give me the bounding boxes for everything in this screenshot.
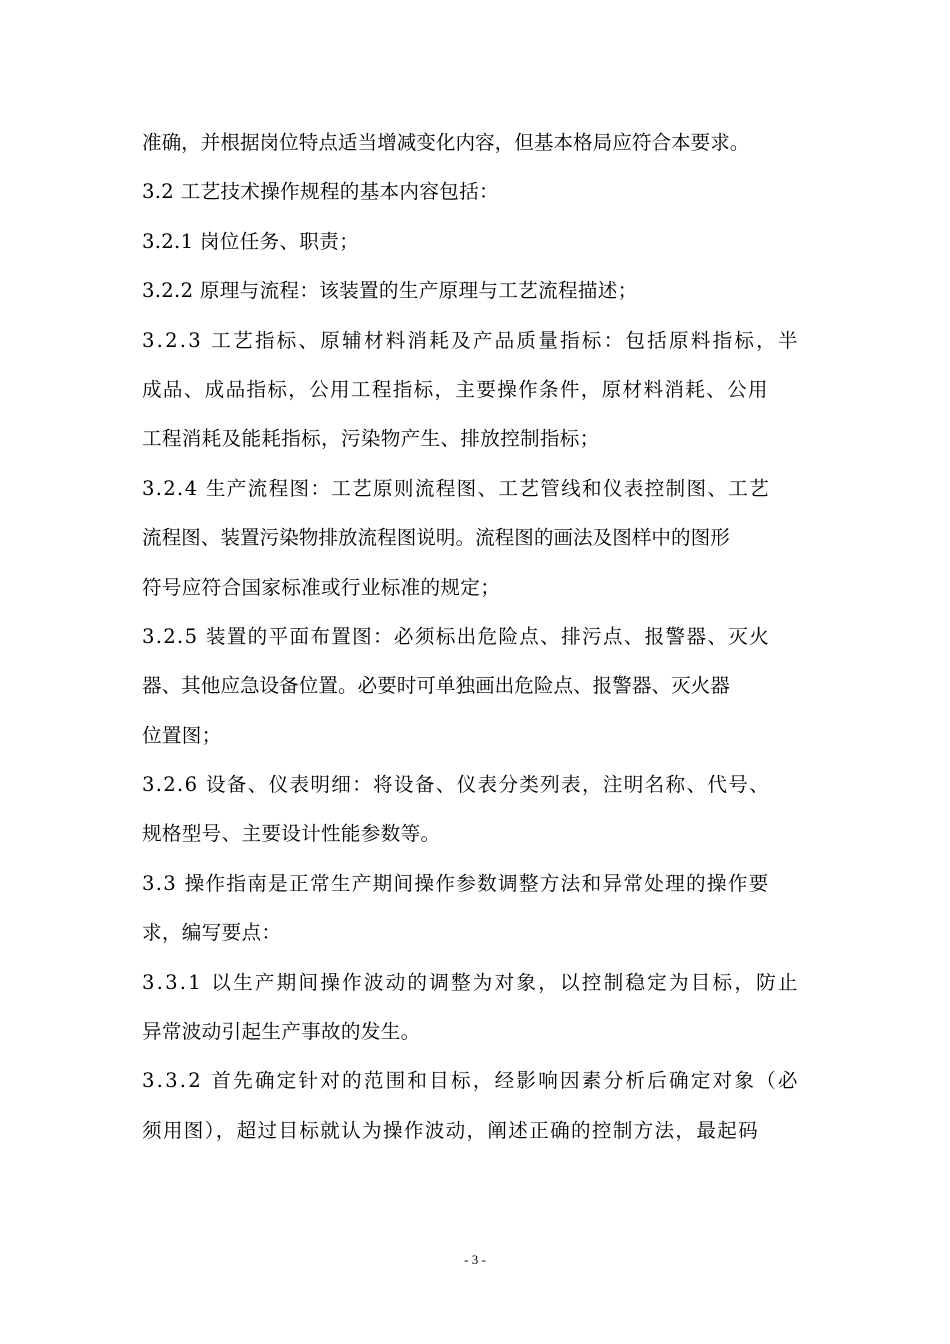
page-number: - 3 - (464, 1252, 486, 1267)
text-line-21: 须用图），超过目标就认为操作波动，阐述正确的控制方法，最起码 (142, 1118, 760, 1142)
text-line-2: 3.2 工艺技术操作规程的基本内容包括： (142, 180, 499, 204)
text-line-12: 器、其他应急设备位置。必要时可单独画出危险点、报警器、灭火器 (142, 674, 730, 698)
text-line-3: 3.2.1 岗位任务、职责； (142, 229, 360, 253)
text-line-19: 异常波动引起生产事故的发生。 (142, 1020, 421, 1044)
text-line-8: 3.2.4 生产流程图：工艺原则流程图、工艺管线和仪表控制图、工艺 (142, 476, 771, 500)
text-line-13: 位置图； (142, 723, 222, 747)
text-line-1: 准确，并根据岗位特点适当增减变化内容，但基本格局应符合本要求。 (142, 131, 750, 154)
text-line-7: 工程消耗及能耗指标，污染物产生、排放控制指标； (142, 427, 600, 451)
text-line-18: 3.3.1 以生产期间操作波动的调整为对象，以控制稳定为目标，防止 (142, 970, 800, 994)
text-line-17: 求，编写要点： (142, 921, 282, 945)
text-line-20: 3.3.2 首先确定针对的范围和目标，经影响因素分析后确定对象（必 (142, 1069, 800, 1093)
text-line-14: 3.2.6 设备、仪表明细：将设备、仪表分类列表，注明名称、代号、 (142, 773, 771, 797)
text-line-4: 3.2.2 原理与流程：该装置的生产原理与工艺流程描述； (142, 279, 638, 303)
text-line-15: 规格型号、主要设计性能参数等。 (142, 822, 441, 846)
document-body (142, 118, 812, 1155)
text-line-16: 3.3 操作指南是正常生产期间操作参数调整方法和异常处理的操作要 (142, 871, 770, 895)
text-line-9: 流程图、装置污染物排放流程图说明。流程图的画法及图样中的图形 (142, 526, 730, 550)
text-line-11: 3.2.5 装置的平面布置图：必须标出危险点、排污点、报警器、灭火 (142, 624, 771, 648)
text-line-10: 符号应符合国家标准或行业标准的规定； (142, 575, 501, 599)
text-line-5: 3.2.3 工艺指标、原辅材料消耗及产品质量指标：包括原料指标，半 (142, 328, 800, 352)
text-line-6: 成品、成品指标，公用工程指标，主要操作条件，原材料消耗、公用 (142, 377, 769, 401)
